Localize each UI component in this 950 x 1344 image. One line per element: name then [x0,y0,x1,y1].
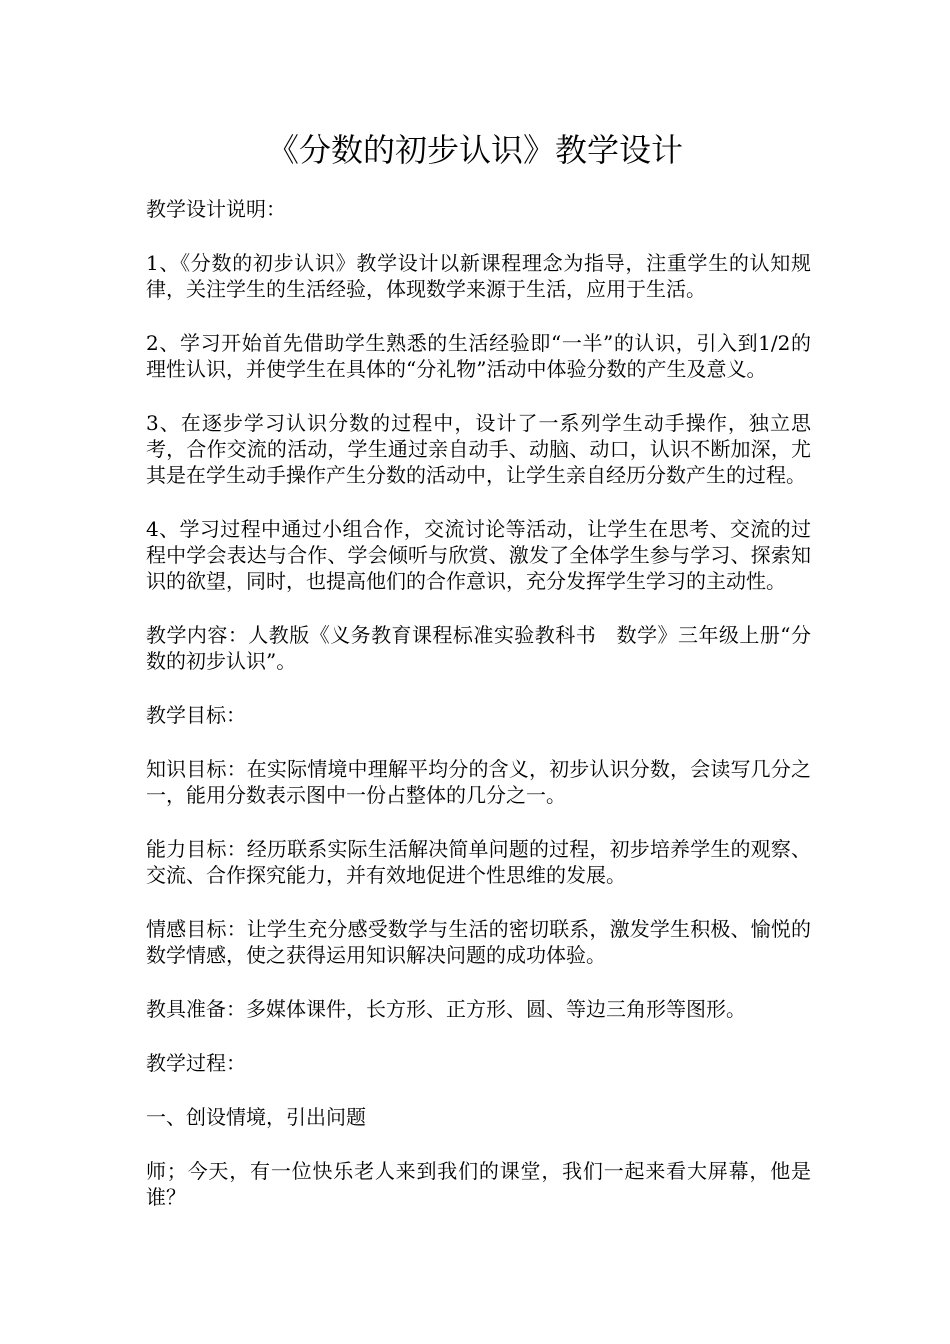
paragraph-note-2: 2、学习开始首先借助学生熟悉的生活经验即“一半”的认识，引入到1/2的理性认识，并使学生在具体的“分礼物”活动中体验分数的产生及意义。 [146,331,811,381]
document-body [146,196,811,1238]
document-title: 《分数的初步认识》教学设计 [266,131,683,169]
paragraph-teacher-dialogue: 师；今天，有一位快乐老人来到我们的课堂，我们一起来看大屏幕，他是谁？ [146,1159,811,1209]
paragraph-teaching-goals-heading: 教学目标： [146,703,246,727]
paragraph-note-1: 1、《分数的初步认识》教学设计以新课程理念为指导，注重学生的认知规律，关注学生的生活经验，体现数学来源于生活，应用于生活。 [146,251,811,301]
paragraph-emotion-goal: 情感目标：让学生充分感受数学与生活的密切联系，激发学生积极、愉悦的数学情感，使之获得运用知识解决问题的成功体验。 [146,917,811,967]
paragraph-teaching-process-heading: 教学过程： [146,1051,246,1075]
paragraph-teaching-content: 教学内容：人教版《义务教育课程标准实验教科书 数学》三年级上册“分数的初步认识”。 [146,623,811,673]
paragraph-note-3: 3、在逐步学习认识分数的过程中，设计了一系列学生动手操作，独立思考，合作交流的活动，学生通过亲自动手、动脑、动口，认识不断加深，尤其是在学生动手操作产生分数的活动中，让学生亲自经历分数产生的过程。 [146,411,811,487]
paragraph-ability-goal: 能力目标：经历联系实际生活解决简单问题的过程，初步培养学生的观察、交流、合作探究能力，并有效地促进个性思维的发展。 [146,837,811,887]
paragraph-design-notes-heading: 教学设计说明： [146,197,286,221]
paragraph-teaching-aids: 教具准备：多媒体课件，长方形、正方形、圆、等边三角形等图形。 [146,997,746,1021]
paragraph-section-1-heading: 一、创设情境，引出问题 [146,1105,366,1129]
paragraph-knowledge-goal: 知识目标：在实际情境中理解平均分的含义，初步认识分数，会读写几分之一，能用分数表示图中一份占整体的几分之一。 [146,757,811,807]
paragraph-note-4: 4、学习过程中通过小组合作，交流讨论等活动，让学生在思考、交流的过程中学会表达与合作、学会倾听与欣赏、激发了全体学生参与学习、探索知识的欲望，同时，也提高他们的合作意识，充分发挥学生学习的主动性。 [146,517,811,593]
